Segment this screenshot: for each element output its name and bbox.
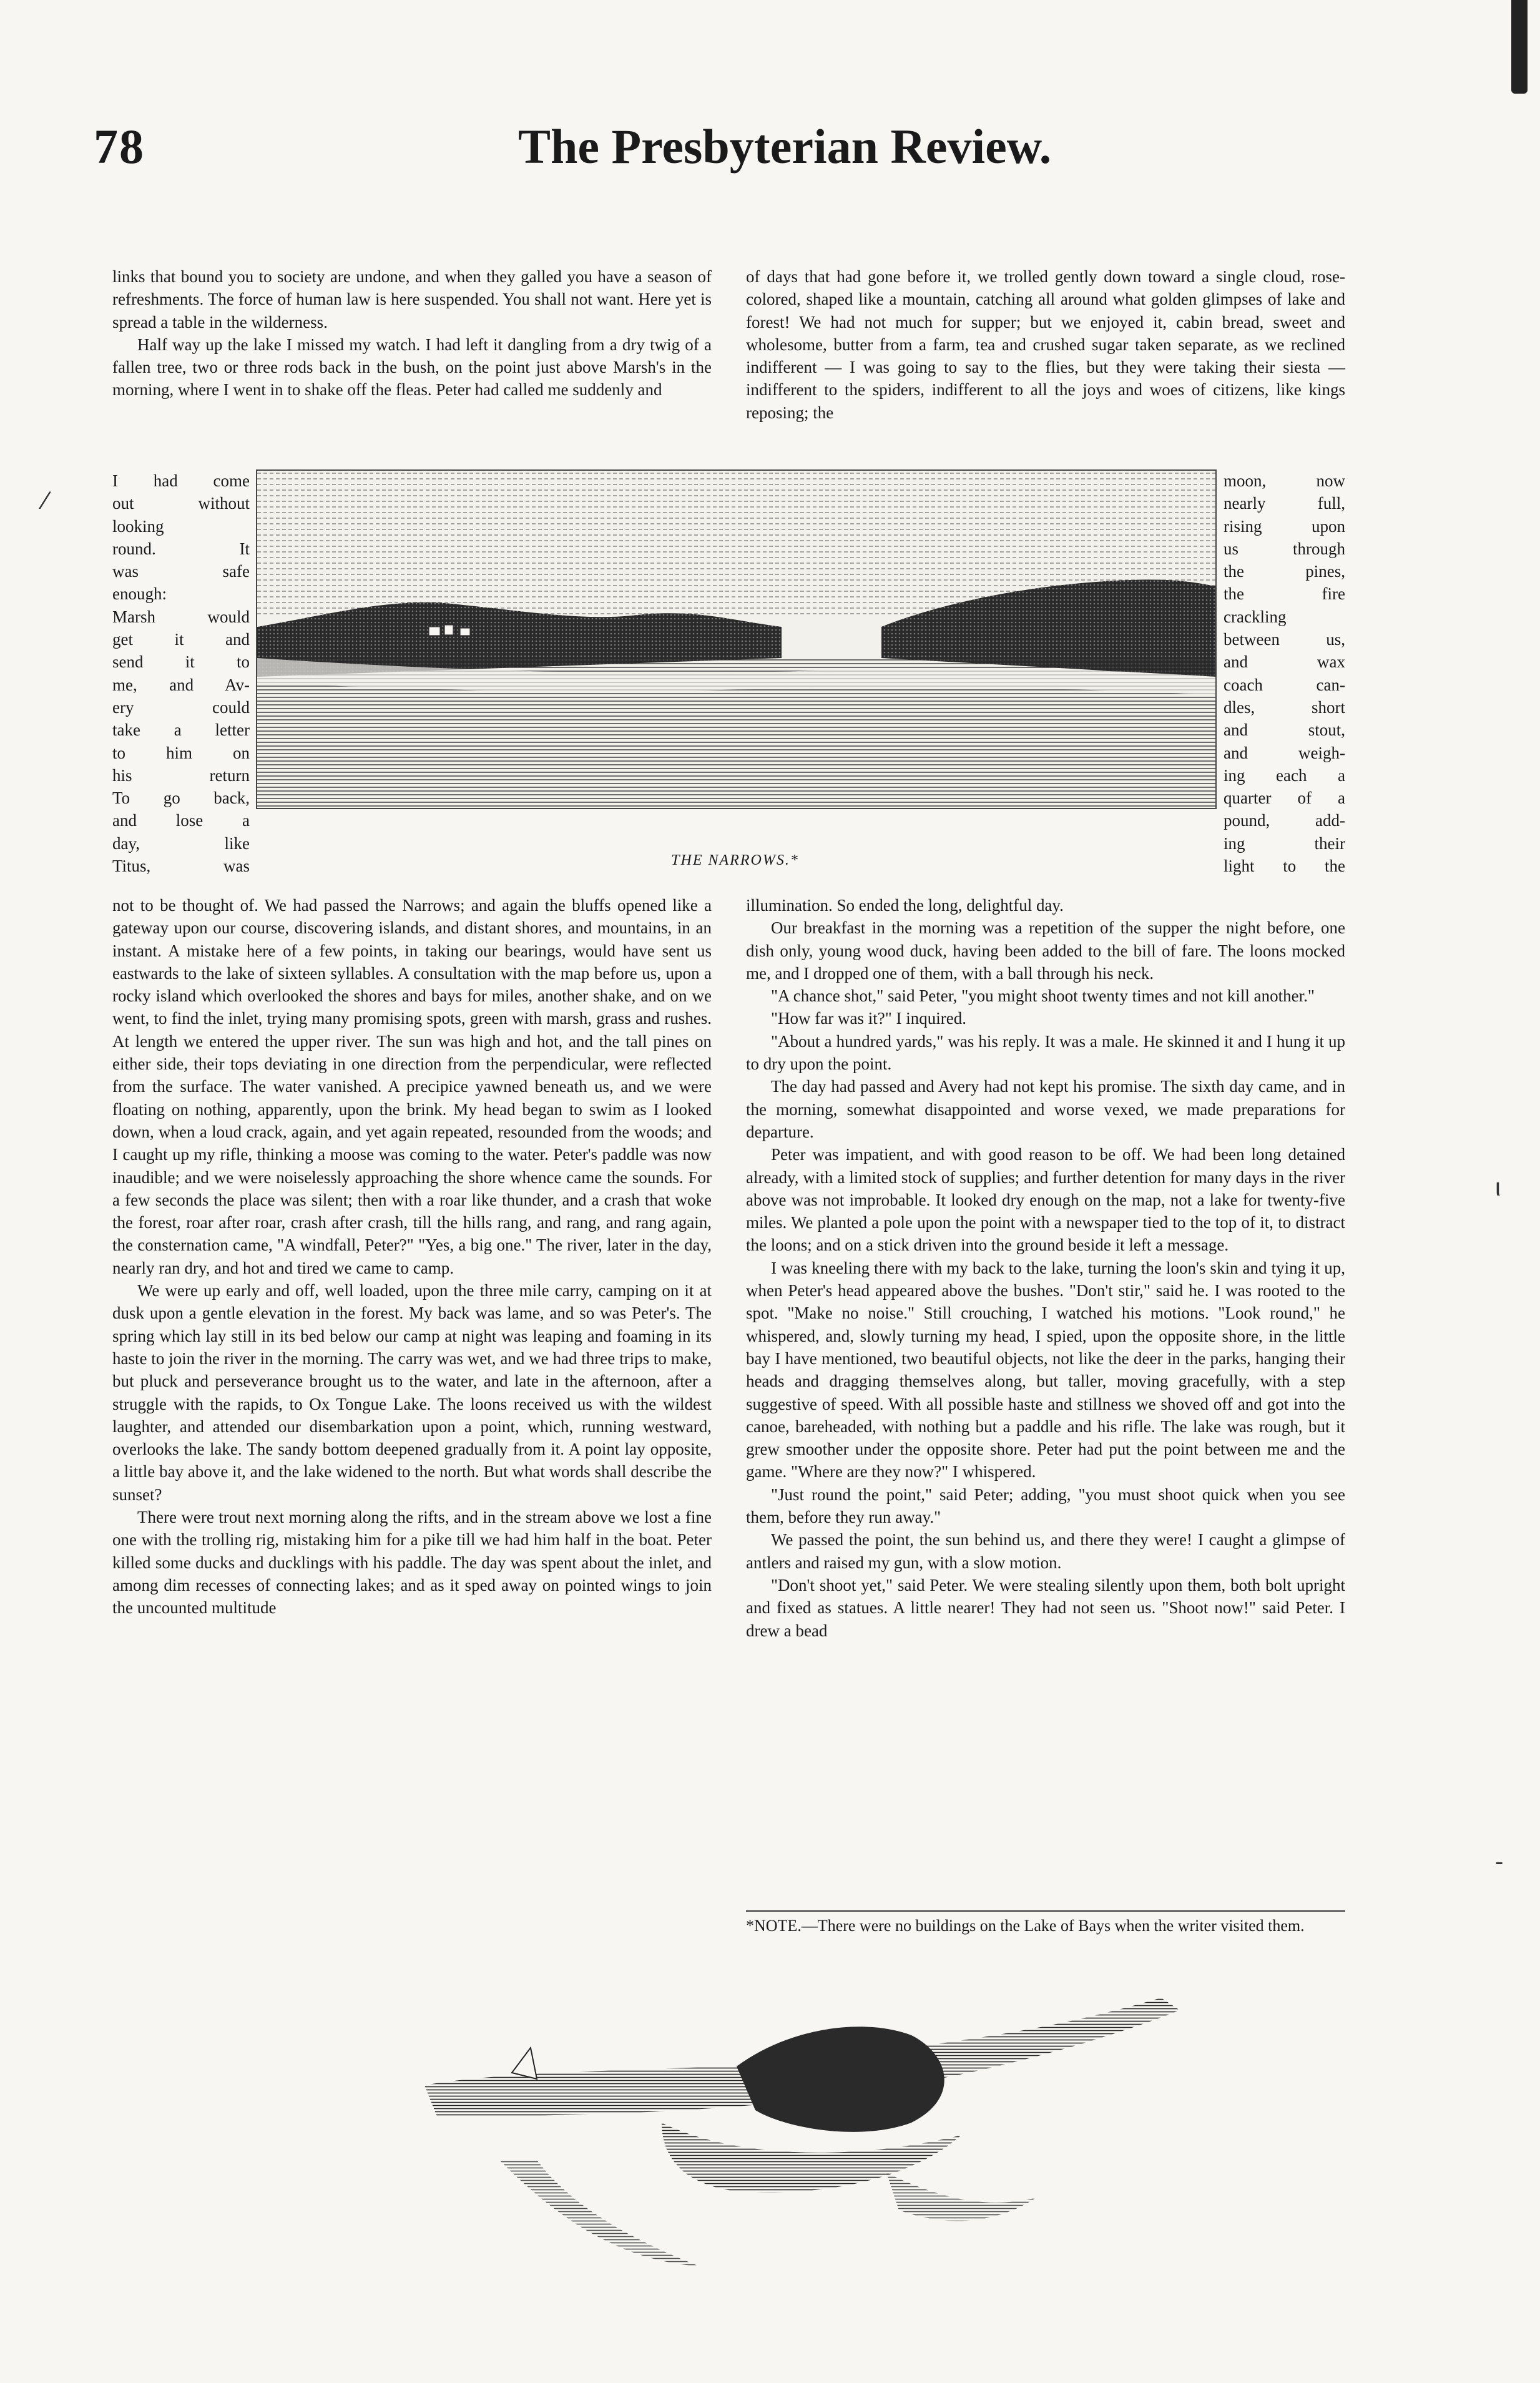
paragraph: We were up early and off, well loaded, upon the three mile carry, camping on it at dusk upon a gentle elevation in the forest. My back was lame, and so was Peter's. The spring which lay still in its bed below our camp at night was leaping and foaming in its haste to join the river in the morning. The carry was wet, and we had three trips to make, but pluck and perseverance brought us to the water, and late in the afternoon, after a struggle with the rapids, to Ox Tongue Lake. The loons received us with the wildest laughter, and attended our disembarkation upon a point, which, running westward, overlooks the lake. The sandy bottom deepened gradually from it. A point lay opposite, a little bay above it, and the lake widened to the north. But what words shall describe the sunset?	[112, 1281, 712, 1504]
wrap-line: Titus, was	[112, 857, 250, 876]
wrap-line: the pines,	[1224, 562, 1345, 581]
wrap-line: I had come	[112, 471, 250, 490]
canoe-illustration	[350, 1973, 1311, 2272]
right-column-top	[746, 265, 1345, 424]
margin-mark: ι	[1495, 1174, 1501, 1201]
wrap-line: between us,	[1224, 630, 1345, 649]
sail-mark	[512, 2048, 537, 2079]
right-column-main	[746, 894, 1345, 1642]
wrap-line: moon, now	[1224, 471, 1345, 490]
paragraph: We passed the point, the sun behind us, and there they were! I caught a glimpse of antlers and raised my gun, with a slow motion.	[746, 1530, 1345, 1572]
reed-left	[499, 2160, 699, 2266]
wrap-line: was safe	[112, 562, 250, 581]
wrap-line: crackling	[1224, 607, 1287, 626]
wrap-line: round. It	[112, 539, 250, 558]
footnote: *NOTE.—There were no buildings on the Lake of Bays when the writer visited them.	[746, 1910, 1345, 1937]
wrap-line: send it to	[112, 652, 250, 672]
wrap-line: nearly full,	[1224, 494, 1345, 513]
wrap-line: Marsh would	[112, 607, 250, 626]
right-wrap-column	[1224, 469, 1345, 877]
wrap-line: day, like	[112, 833, 250, 853]
paragraph: "Just round the point," said Peter; adding, "you must shoot quick when you see them, before they run away."	[746, 1485, 1345, 1527]
paragraph: "Don't shoot yet," said Peter. We were stealing silently upon them, both bolt upright and fixed as statues. A little nearer! They had not seen us. "Shoot now!" said Peter. I drew a bead	[746, 1575, 1345, 1640]
figure-caption: THE NARROWS.*	[671, 852, 799, 868]
paragraph: There were trout next morning along the rifts, and in the stream above we lost a fine one with the trolling rig, mistaking him for a pike till we had him half in the boat. Peter killed some ducks and ducklings with his paddle. The day was spent about the inlet, and among dim recesses of connecting lakes; and as it sped away on pointed wings to join the uncounted multitude	[112, 1508, 712, 1618]
page-edge-mark	[1511, 0, 1528, 94]
wrap-line: and stout,	[1224, 720, 1345, 740]
wrap-line: and weigh-	[1224, 743, 1345, 762]
paragraph: of days that had gone before it, we trolled gently down toward a single cloud, rose-colored, shaped like a mountain, catching all around what golden glimpses of lake and forest! We had not much for supper; but we enjoyed it, cabin bread, sweet and wholesome, butter from a farm, tea and crushed sugar taken separate, as we reclined indifferent — I was going to say to the flies, but they were taking their siesta — indifferent to the spiders, indifferent to all the joys and woes of citizens, like kings reposing; the	[746, 267, 1345, 422]
wrap-line: his return	[112, 765, 250, 785]
wrap-line: get it and	[112, 630, 250, 649]
wrap-line: ery could	[112, 697, 250, 717]
wrap-line: me, and Av-	[112, 675, 250, 694]
wrap-line: rising upon	[1224, 516, 1345, 536]
paragraph: "How far was it?" I inquired.	[771, 1009, 966, 1028]
left-column-top	[112, 265, 712, 401]
margin-mark: ⁄	[44, 487, 48, 514]
paragraph: "A chance shot," said Peter, "you might shoot twenty times and not kill another."	[771, 986, 1315, 1006]
wrap-line: out without	[112, 494, 250, 513]
wrap-line: us through	[1224, 539, 1345, 558]
wrap-line: take a letter	[112, 720, 250, 740]
wrap-line: and lose a	[112, 811, 250, 830]
journal-title: The Presbyterian Review.	[518, 119, 1052, 174]
left-column-main	[112, 894, 712, 1619]
wrap-line: ing each a	[1224, 765, 1345, 785]
margin-mark: -	[1495, 1848, 1504, 1875]
paragraph: illumination. So ended the long, delightful day.	[746, 896, 1064, 915]
left-wrap-column	[112, 469, 250, 877]
paddler-silhouette	[737, 2027, 944, 2132]
wrap-line: enough:	[112, 584, 167, 604]
wrap-line: light to the	[1224, 857, 1345, 876]
page-number: 78	[94, 119, 145, 174]
paragraph: Half way up the lake I missed my watch. I had left it dangling from a dry twig of a fallen tree, two or three rods back in the bush, on the point just above Marsh's in the morning, where I went in to shake off the fleas. Peter had called me suddenly and	[112, 335, 712, 400]
wrap-line: quarter of a	[1224, 789, 1345, 808]
paragraph: Our breakfast in the morning was a repetition of the supper the night before, one dish only, young wood duck, having been added to the bill of fare. The loons mocked me, and I dropped one of them, with a ball through his neck.	[746, 918, 1345, 983]
paragraph: "About a hundred yards," was his reply. It was a male. He skinned it and I hung it up to dry upon the point.	[746, 1031, 1345, 1074]
wrap-line: and wax	[1224, 652, 1345, 672]
wrap-line: To go back,	[112, 789, 250, 808]
wrap-line: dles, short	[1224, 697, 1345, 717]
canoe-vignette	[350, 1973, 1311, 2272]
paragraph: The day had passed and Avery had not kept his promise. The sixth day came, and in the morning, somewhat disappointed and worse vexed, we made preparations for departure.	[746, 1077, 1345, 1141]
paragraph: Peter was impatient, and with good reason to be off. We had been long detained already, with a limited stock of supplies; and further detention for many days in the river above was not improbable. It looked dry enough on the map, not a lake for twenty-five miles. We planted a pole upon the point with a newspaper tied to the top of it, to distract the loons; and on a stick driven into the ground beside it left a message.	[746, 1145, 1345, 1255]
paragraph: not to be thought of. We had passed the Narrows; and again the bluffs opened like a gateway upon our course, discovering islands, and distant shores, and mountains, in an instant. A mistake here of a few points, in taking our bearings, would have sent us eastwards to the lake of sixteen syllables. A consultation with the map before us, upon a rocky island which overlooked the shores and bays for miles, another shake, and on we went, to find the inlet, trying many promising spots, green with marsh, grass and rushes. At length we entered the upper river. The sun was high and hot, and the tall pines on either side, their tops deviating in one direction from the perpendicular, were reflected from the surface. The water vanished. A precipice yawned beneath us, and we were floating on nothing, apparently, upon the brink. My head began to swim as I looked down, when a loud crack, again, and yet again repeated, resounded from the woods; and I caught up my rifle, thinking a moose was coming to the water. Peter's paddle was now inaudible; and we were noiselessly approaching the shore whence came the sounds. For a few seconds the place was silent; then with a roar like thunder, and a crash that woke the forest, roar after roar, crash after crash, till the hills rang, and rang, and rang again, the consternation came, "A windfall, Peter?" "Yes, a big one." The river, later in the day, nearly ran dry, and hot and tired we came to camp.	[112, 896, 712, 1277]
wrap-line: coach can-	[1224, 675, 1345, 694]
paragraph: I was kneeling there with my back to the lake, turning the loon's skin and tying it up, when Peter's head appeared above the bushes. "Don't stir," said he. I was rooted to the spot. "Make no noise." Still crouching, I watched his motions. "Look round," he whispered, and, slowly turning my head, I spied, upon the opposite shore, in the little bay I have mentioned, two beautiful objects, not like the deer in the parks, hanging their heads and dragging themselves along, but taller, moving gracefully, with a step suggestive of speed. With all possible haste and stillness we shoved off and got into the canoe, bareheaded, with nothing but a paddle and his rifle. The lake was rough, but it grew smoother under the opposite shore. Peter had put the point between me and the game. "Where are they now?" I whispered.	[746, 1258, 1345, 1481]
wrap-line: looking	[112, 516, 164, 536]
engraving-illustration	[257, 471, 1215, 808]
wrap-line: pound, add-	[1224, 811, 1345, 830]
wrap-line: to him on	[112, 743, 250, 762]
paragraph: links that bound you to society are undone, and when they galled you have a season of refreshments. The force of human law is here suspended. You shall not want. Here yet is spread a table in the wilderness.	[112, 267, 712, 332]
narrows-engraving	[256, 469, 1217, 809]
reed-right	[886, 2173, 1036, 2221]
wrap-line: the fire	[1224, 584, 1345, 604]
wrap-line: ing their	[1224, 833, 1345, 853]
water-splash	[662, 2123, 961, 2193]
